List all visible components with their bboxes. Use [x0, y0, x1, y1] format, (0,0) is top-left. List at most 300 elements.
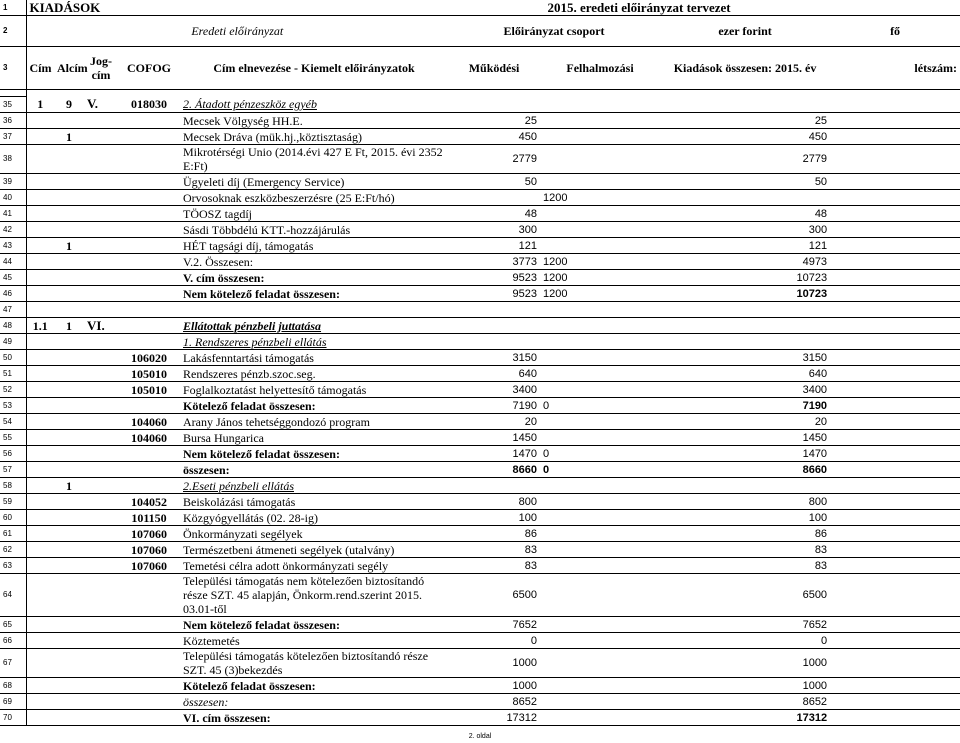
- cofog-cell: [118, 574, 180, 617]
- col-alcim: Alcím: [54, 47, 84, 90]
- cim-cell: [26, 382, 54, 398]
- alcim-cell: [54, 446, 84, 462]
- cim-cell: [26, 617, 54, 633]
- cim-cell: 1.1: [26, 318, 54, 334]
- jogcim-cell: [84, 238, 118, 254]
- table-row: [0, 318, 960, 334]
- cofog-cell: [118, 238, 180, 254]
- name-cell: összesen:: [180, 462, 448, 478]
- cim-cell: [26, 710, 54, 726]
- felhalmozasi-cell: 0: [540, 398, 660, 414]
- kiadasok-cell: 2779: [660, 145, 830, 174]
- letszam-cell: [830, 526, 960, 542]
- table-row: [0, 238, 960, 254]
- mukodesi-cell: 640: [448, 366, 540, 382]
- row-number: 1: [0, 0, 26, 16]
- header-row-3: [0, 47, 960, 90]
- row-number: 39: [0, 174, 26, 190]
- name-cell: Ellátottak pénzbeli juttatása: [180, 318, 448, 334]
- alcim-cell: [54, 113, 84, 129]
- cofog-cell: 107060: [118, 526, 180, 542]
- kiadasok-cell: [660, 478, 830, 494]
- alcim-cell: [54, 302, 84, 318]
- alcim-cell: [54, 206, 84, 222]
- cofog-cell: [118, 633, 180, 649]
- felhalmozasi-cell: [540, 97, 660, 113]
- letszam-cell: [830, 574, 960, 617]
- letszam-cell: [830, 286, 960, 302]
- name-cell: Önkormányzati segélyek: [180, 526, 448, 542]
- cim-cell: [26, 145, 54, 174]
- letszam-cell: [830, 694, 960, 710]
- table-row: [0, 574, 960, 617]
- felhalmozasi-cell: [540, 574, 660, 617]
- kiadasok-cell: 83: [660, 542, 830, 558]
- cim-cell: [26, 286, 54, 302]
- cim-cell: [26, 398, 54, 414]
- kiadasok-cell: 800: [660, 494, 830, 510]
- jogcim-cell: VI.: [84, 318, 118, 334]
- jogcim-cell: [84, 430, 118, 446]
- row-number: 63: [0, 558, 26, 574]
- felhalmozasi-cell: 1200: [540, 190, 660, 206]
- kiadasok-cell: 3150: [660, 350, 830, 366]
- mukodesi-cell: 17312: [448, 710, 540, 726]
- letszam-cell: [830, 97, 960, 113]
- row-number: 58: [0, 478, 26, 494]
- mukodesi-cell: 1470: [448, 446, 540, 462]
- row-number: 41: [0, 206, 26, 222]
- row-number: 40: [0, 190, 26, 206]
- cofog-cell: [118, 145, 180, 174]
- letszam-cell: [830, 649, 960, 678]
- alcim-cell: 1: [54, 238, 84, 254]
- table-row: [0, 633, 960, 649]
- jogcim-cell: [84, 633, 118, 649]
- alcim-cell: [54, 542, 84, 558]
- felhalmozasi-cell: [540, 558, 660, 574]
- cim-cell: [26, 542, 54, 558]
- name-cell: összesen:: [180, 694, 448, 710]
- letszam-cell: [830, 190, 960, 206]
- name-cell: 2. Átadott pénzeszköz egyéb: [180, 97, 448, 113]
- cofog-cell: [118, 478, 180, 494]
- jogcim-cell: [84, 526, 118, 542]
- kiadasok-cell: [660, 97, 830, 113]
- felhalmozasi-cell: [540, 430, 660, 446]
- cim-cell: [26, 238, 54, 254]
- mukodesi-cell: 9523: [448, 286, 540, 302]
- table-row: [0, 270, 960, 286]
- name-cell: Közgyógyellátás (02. 28-ig): [180, 510, 448, 526]
- letszam-cell: [830, 113, 960, 129]
- name-cell: Mecsek Völgység HH.E.: [180, 113, 448, 129]
- name-cell: Természetbeni átmeneti segélyek (utalvány): [180, 542, 448, 558]
- name-cell: Lakásfenntartási támogatás: [180, 350, 448, 366]
- alcim-cell: [54, 574, 84, 617]
- cofog-cell: 018030: [118, 97, 180, 113]
- col-name: Cím elnevezése - Kiemelt előirányzatok: [180, 47, 448, 90]
- cim-cell: [26, 462, 54, 478]
- cim-cell: [26, 678, 54, 694]
- felhalmozasi-cell: [540, 238, 660, 254]
- letszam-cell: [830, 494, 960, 510]
- jogcim-cell: [84, 710, 118, 726]
- name-cell: Foglalkoztatást helyettesítő támogatás: [180, 382, 448, 398]
- table-row: [0, 222, 960, 238]
- letszam-cell: [830, 678, 960, 694]
- table-row: [0, 190, 960, 206]
- table-row: [0, 174, 960, 190]
- name-cell: VI. cím összesen:: [180, 710, 448, 726]
- mukodesi-cell: 50: [448, 174, 540, 190]
- mukodesi-cell: 1450: [448, 430, 540, 446]
- kiadasok-cell: 300: [660, 222, 830, 238]
- name-cell: Mecsek Dráva (mük.hj.,köztisztaság): [180, 129, 448, 145]
- jogcim-cell: [84, 510, 118, 526]
- mukodesi-cell: 3773: [448, 254, 540, 270]
- mukodesi-cell: 8660: [448, 462, 540, 478]
- mukodesi-cell: 48: [448, 206, 540, 222]
- cofog-cell: [118, 462, 180, 478]
- cim-cell: [26, 446, 54, 462]
- mukodesi-cell: 800: [448, 494, 540, 510]
- col-jogcim: Jog-cím: [84, 47, 118, 90]
- alcim-cell: [54, 649, 84, 678]
- jogcim-cell: [84, 446, 118, 462]
- table-row: [0, 334, 960, 350]
- alcim-cell: [54, 254, 84, 270]
- name-cell: 1. Rendszeres pénzbeli ellátás: [180, 334, 448, 350]
- kiadasok-cell: 1450: [660, 430, 830, 446]
- felhalmozasi-cell: [540, 694, 660, 710]
- row-number: 44: [0, 254, 26, 270]
- name-cell: [180, 302, 448, 318]
- jogcim-cell: [84, 462, 118, 478]
- name-cell: Orvosoknak eszközbeszerzésre (25 E:Ft/hó): [180, 190, 448, 206]
- row-number: 56: [0, 446, 26, 462]
- felhalmozasi-cell: [540, 542, 660, 558]
- alcim-cell: 1: [54, 129, 84, 145]
- kiadasok-cell: 7652: [660, 617, 830, 633]
- row-number: 48: [0, 318, 26, 334]
- jogcim-cell: [84, 558, 118, 574]
- name-cell: Nem kötelező feladat összesen:: [180, 286, 448, 302]
- mukodesi-cell: 450: [448, 129, 540, 145]
- cofog-cell: [118, 334, 180, 350]
- felhalmozasi-cell: 1200: [540, 270, 660, 286]
- felhalmozasi-cell: [540, 366, 660, 382]
- col-cim: Cím: [26, 47, 54, 90]
- cim-cell: [26, 334, 54, 350]
- cofog-cell: [118, 446, 180, 462]
- alcim-cell: 1: [54, 478, 84, 494]
- row-number: 2: [0, 16, 26, 47]
- row-number: 36: [0, 113, 26, 129]
- kiadasok-cell: 6500: [660, 574, 830, 617]
- row-number: 62: [0, 542, 26, 558]
- cofog-cell: [118, 398, 180, 414]
- mukodesi-cell: 0: [448, 633, 540, 649]
- felhalmozasi-cell: [540, 334, 660, 350]
- row-number: 66: [0, 633, 26, 649]
- table-row: [0, 430, 960, 446]
- jogcim-cell: [84, 574, 118, 617]
- felhalmozasi-cell: 1200: [540, 254, 660, 270]
- cim-cell: [26, 574, 54, 617]
- cofog-cell: [118, 206, 180, 222]
- kiadasok-cell: 1000: [660, 678, 830, 694]
- cofog-cell: 106020: [118, 350, 180, 366]
- jogcim-cell: [84, 334, 118, 350]
- table-row: [0, 414, 960, 430]
- letszam-cell: [830, 414, 960, 430]
- felhalmozasi-cell: [540, 206, 660, 222]
- col-felhalmozasi: Felhalmozási: [540, 47, 660, 90]
- jogcim-cell: [84, 542, 118, 558]
- letszam-cell: [830, 318, 960, 334]
- col-kiadasok: Kiadások összesen: 2015. év: [660, 47, 830, 90]
- mukodesi-cell: [448, 97, 540, 113]
- alcim-cell: [54, 558, 84, 574]
- row-number: 57: [0, 462, 26, 478]
- cofog-cell: 105010: [118, 382, 180, 398]
- alcim-cell: [54, 222, 84, 238]
- kiadasok-cell: [660, 302, 830, 318]
- letszam-cell: [830, 446, 960, 462]
- letszam-cell: [830, 398, 960, 414]
- cim-cell: [26, 350, 54, 366]
- jogcim-cell: [84, 113, 118, 129]
- table-row: [0, 494, 960, 510]
- mukodesi-cell: [448, 318, 540, 334]
- fo-label: fő: [830, 16, 960, 47]
- unit-label: ezer forint: [660, 16, 830, 47]
- header-row-1: [0, 0, 960, 16]
- cim-cell: [26, 526, 54, 542]
- alcim-cell: [54, 678, 84, 694]
- cim-cell: [26, 430, 54, 446]
- mukodesi-cell: [448, 302, 540, 318]
- cim-cell: [26, 694, 54, 710]
- alcim-cell: [54, 350, 84, 366]
- letszam-cell: [830, 510, 960, 526]
- felhalmozasi-cell: [540, 678, 660, 694]
- alcim-cell: [54, 286, 84, 302]
- kiadasok-cell: 8660: [660, 462, 830, 478]
- row-number: 46: [0, 286, 26, 302]
- cofog-cell: 104060: [118, 430, 180, 446]
- table-row: [0, 286, 960, 302]
- table-row: [0, 710, 960, 726]
- mukodesi-cell: 9523: [448, 270, 540, 286]
- letszam-cell: [830, 382, 960, 398]
- page-footer: 2. oldal: [468, 733, 492, 740]
- letszam-cell: [830, 145, 960, 174]
- letszam-cell: [830, 542, 960, 558]
- mukodesi-cell: 83: [448, 542, 540, 558]
- name-cell: Köztemetés: [180, 633, 448, 649]
- alcim-cell: [54, 526, 84, 542]
- row-number: 38: [0, 145, 26, 174]
- letszam-cell: [830, 617, 960, 633]
- spacer-row: [0, 90, 960, 97]
- name-cell: Települési támogatás nem kötelezően biztosítandó része SZT. 45 alapján, Önkorm.rend.szerint 2015. 03.01-től: [180, 574, 448, 617]
- cofog-cell: [118, 129, 180, 145]
- kiadasok-cell: 1000: [660, 649, 830, 678]
- mukodesi-cell: 6500: [448, 574, 540, 617]
- letszam-cell: [830, 462, 960, 478]
- cim-cell: [26, 174, 54, 190]
- cim-cell: [26, 129, 54, 145]
- row-number: 50: [0, 350, 26, 366]
- cim-cell: [26, 222, 54, 238]
- jogcim-cell: [84, 174, 118, 190]
- name-cell: Bursa Hungarica: [180, 430, 448, 446]
- cim-cell: 1: [26, 97, 54, 113]
- mukodesi-cell: 8652: [448, 694, 540, 710]
- kiadasok-cell: [660, 190, 830, 206]
- alcim-cell: 9: [54, 97, 84, 113]
- felhalmozasi-cell: [540, 414, 660, 430]
- jogcim-cell: [84, 414, 118, 430]
- table-row: [0, 145, 960, 174]
- kiadasok-cell: 3400: [660, 382, 830, 398]
- jogcim-cell: [84, 382, 118, 398]
- jogcim-cell: [84, 678, 118, 694]
- mukodesi-cell: 7190: [448, 398, 540, 414]
- mukodesi-cell: 1000: [448, 649, 540, 678]
- jogcim-cell: [84, 398, 118, 414]
- table-row: [0, 446, 960, 462]
- mukodesi-cell: 7652: [448, 617, 540, 633]
- col-letszam: létszám:: [830, 47, 960, 90]
- cim-cell: [26, 254, 54, 270]
- jogcim-cell: [84, 649, 118, 678]
- name-cell: Ügyeleti díj (Emergency Service): [180, 174, 448, 190]
- alcim-cell: [54, 398, 84, 414]
- cofog-cell: [118, 678, 180, 694]
- table-row: [0, 129, 960, 145]
- cim-cell: [26, 366, 54, 382]
- row-number: 49: [0, 334, 26, 350]
- jogcim-cell: [84, 494, 118, 510]
- jogcim-cell: [84, 350, 118, 366]
- row-number: 60: [0, 510, 26, 526]
- cofog-cell: [118, 302, 180, 318]
- cofog-cell: [118, 617, 180, 633]
- kiadasok-cell: [660, 318, 830, 334]
- letszam-cell: [830, 302, 960, 318]
- table-row: [0, 254, 960, 270]
- felhalmozasi-cell: [540, 617, 660, 633]
- table-row: [0, 678, 960, 694]
- kiadasok-cell: 1470: [660, 446, 830, 462]
- alcim-cell: [54, 334, 84, 350]
- eredeti-label: Eredeti előirányzat: [26, 16, 448, 47]
- row-number: 51: [0, 366, 26, 382]
- mukodesi-cell: 20: [448, 414, 540, 430]
- mukodesi-cell: 83: [448, 558, 540, 574]
- kiadasok-cell: 25: [660, 113, 830, 129]
- felhalmozasi-cell: [540, 710, 660, 726]
- row-number: 59: [0, 494, 26, 510]
- name-cell: Arany János tehetséggondozó program: [180, 414, 448, 430]
- jogcim-cell: [84, 366, 118, 382]
- kiadasok-cell: 10723: [660, 270, 830, 286]
- plan-title: 2015. eredeti előirányzat tervezet: [448, 0, 830, 16]
- alcim-cell: [54, 145, 84, 174]
- row-number: 54: [0, 414, 26, 430]
- cofog-cell: 105010: [118, 366, 180, 382]
- name-cell: TÖOSZ tagdíj: [180, 206, 448, 222]
- letszam-cell: [830, 558, 960, 574]
- row-number: 47: [0, 302, 26, 318]
- row-number: 43: [0, 238, 26, 254]
- letszam-cell: [830, 254, 960, 270]
- letszam-cell: [830, 478, 960, 494]
- row-number: 67: [0, 649, 26, 678]
- table-row: [0, 649, 960, 678]
- row-number: 69: [0, 694, 26, 710]
- felhalmozasi-cell: 1200: [540, 286, 660, 302]
- row-number: 3: [0, 47, 26, 90]
- table-row: [0, 558, 960, 574]
- name-cell: Nem kötelező feladat összesen:: [180, 446, 448, 462]
- felhalmozasi-cell: [540, 174, 660, 190]
- jogcim-cell: [84, 478, 118, 494]
- cim-cell: [26, 494, 54, 510]
- name-cell: Temetési célra adott önkormányzati segély: [180, 558, 448, 574]
- name-cell: Beiskolázási támogatás: [180, 494, 448, 510]
- letszam-cell: [830, 206, 960, 222]
- letszam-cell: [830, 633, 960, 649]
- sheet-title: KIADÁSOK: [26, 0, 448, 16]
- cim-cell: [26, 510, 54, 526]
- letszam-cell: [830, 222, 960, 238]
- alcim-cell: [54, 190, 84, 206]
- table-row: [0, 694, 960, 710]
- jogcim-cell: [84, 206, 118, 222]
- kiadasok-cell: 4973: [660, 254, 830, 270]
- table-row: [0, 366, 960, 382]
- kiadasok-cell: 20: [660, 414, 830, 430]
- cofog-cell: 101150: [118, 510, 180, 526]
- row-number: 45: [0, 270, 26, 286]
- felhalmozasi-cell: [540, 526, 660, 542]
- cim-cell: [26, 414, 54, 430]
- cofog-cell: 107060: [118, 542, 180, 558]
- cim-cell: [26, 633, 54, 649]
- cofog-cell: [118, 270, 180, 286]
- mukodesi-cell: 25: [448, 113, 540, 129]
- row-number: 37: [0, 129, 26, 145]
- kiadasok-cell: 17312: [660, 710, 830, 726]
- kiadasok-cell: 83: [660, 558, 830, 574]
- alcim-cell: [54, 414, 84, 430]
- cim-cell: [26, 478, 54, 494]
- jogcim-cell: [84, 694, 118, 710]
- name-cell: Sásdi Többdélú KTT.-hozzájárulás: [180, 222, 448, 238]
- kiadasok-cell: 10723: [660, 286, 830, 302]
- cofog-cell: [118, 710, 180, 726]
- table-row: [0, 542, 960, 558]
- cofog-cell: [118, 190, 180, 206]
- cofog-cell: [118, 222, 180, 238]
- letszam-cell: [830, 710, 960, 726]
- letszam-cell: [830, 366, 960, 382]
- name-cell: Települési támogatás kötelezően biztosítandó része SZT. 45 (3)bekezdés: [180, 649, 448, 678]
